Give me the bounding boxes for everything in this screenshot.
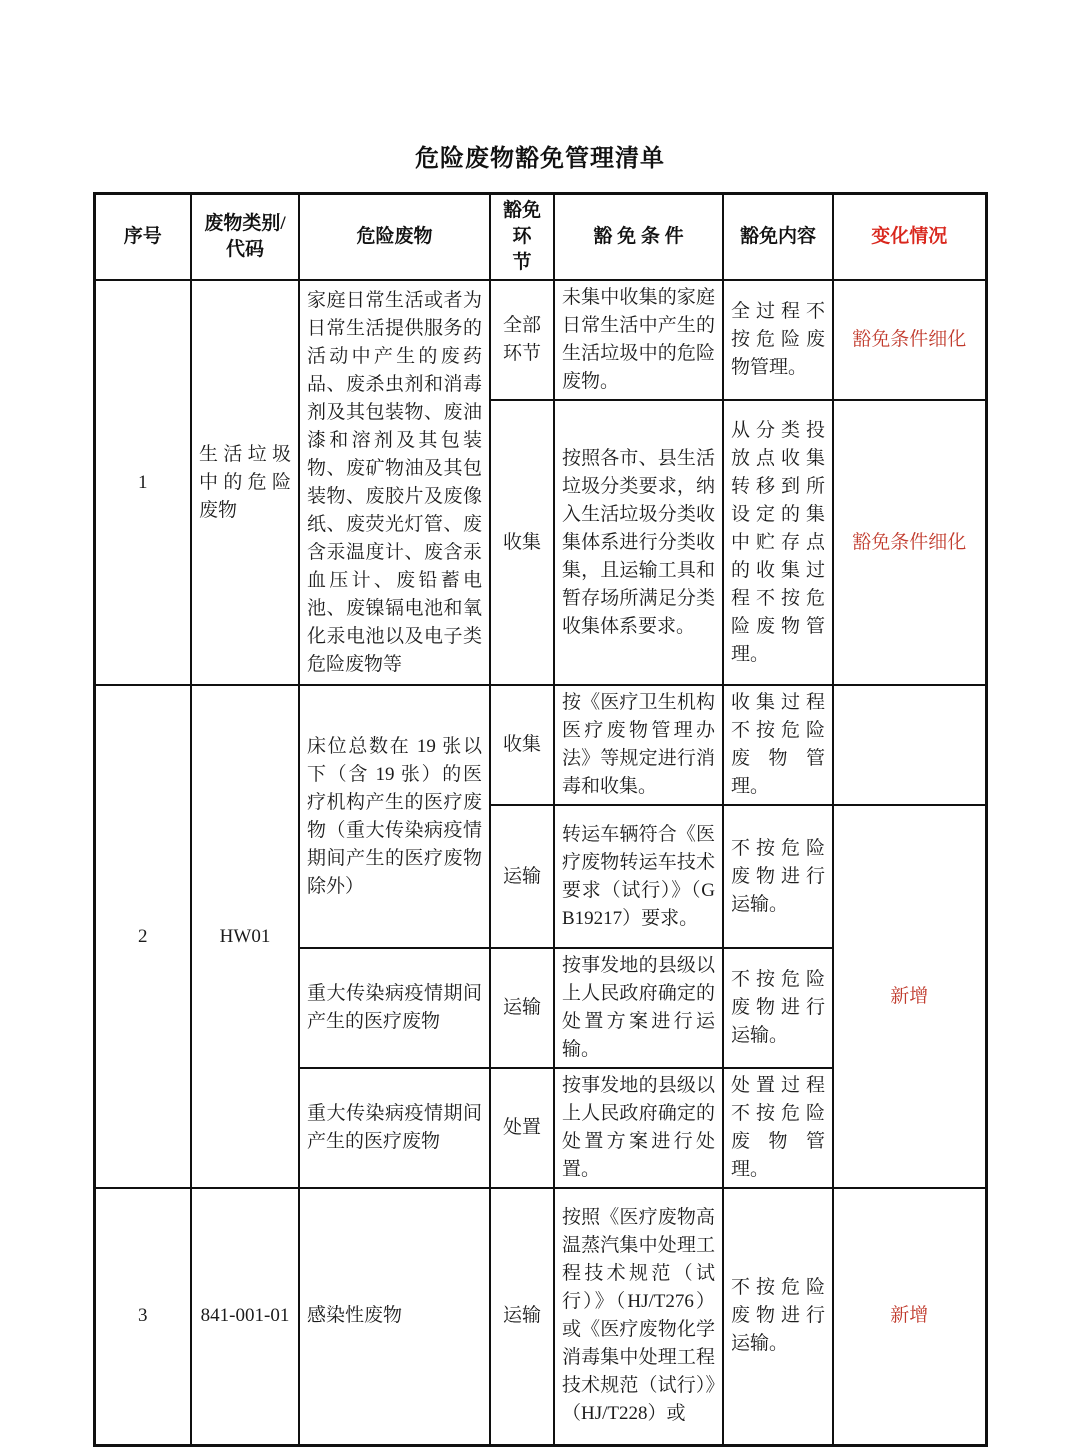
cell-index-3: 3 [94,1188,191,1445]
header-category-line2: 代码 [225,239,264,260]
cell-condition-2c: 按事发地的县级以上人民政府确定的处置方案进行运输。 [554,948,723,1068]
cell-change-2bcd: 新增 [833,805,986,1188]
cell-stage-3: 运输 [490,1188,554,1445]
cell-content-2b: 不按危险废物进行运输。 [723,805,833,948]
cell-index-1: 1 [94,280,191,685]
header-category [191,194,299,281]
cell-waste-3: 感染性废物 [299,1188,490,1445]
cell-condition-2a: 按《医疗卫生机构医疗废物管理办法》等规定进行消毒和收集。 [554,685,723,805]
cell-category-3: 841-001-01 [191,1188,299,1445]
header-change: 变化情况 [833,194,986,281]
cell-content-2d: 处置过程不按危险废物管理。 [723,1068,833,1188]
cell-change-3: 新增 [833,1188,986,1445]
cell-change-1a: 豁免条件细化 [833,280,986,400]
cell-waste-2ab: 床位总数在 19 张以下（含 19 张）的医疗机构产生的医疗废物（重大传染病疫情期间产生的医疗废物除外） [299,685,490,948]
cell-stage-1a: 全部环节 [490,280,554,400]
cell-content-3: 不按危险废物进行运输。 [723,1188,833,1445]
header-category-line1: 废物类别/ [204,213,286,234]
cell-category-1: 生活垃圾中的危险废物 [191,280,299,685]
header-waste: 危险废物 [299,194,490,281]
cell-change-2a [833,685,986,805]
table-header-row [94,194,986,281]
cell-stage-2a: 收集 [490,685,554,805]
cell-content-1a: 全过程不按危险废物管理。 [723,280,833,400]
cell-content-2a: 收集过程不按危险废物管理。 [723,685,833,805]
cell-stage-1b: 收集 [490,400,554,685]
cell-condition-2b: 转运车辆符合《医疗废物转运车技术要求（试行）》（GB19217）要求。 [554,805,723,948]
exemption-table [93,192,988,1447]
cell-stage-2b: 运输 [490,805,554,948]
cell-condition-1b: 按照各市、县生活垃圾分类要求，纳入生活垃圾分类收集体系进行分类收集，且运输工具和暂存场所满足分类收集体系要求。 [554,400,723,685]
table-row [94,685,986,805]
cell-category-2: HW01 [191,685,299,1188]
cell-waste-2d: 重大传染病疫情期间产生的医疗废物 [299,1068,490,1188]
cell-index-2: 2 [94,685,191,1188]
header-stage-line1: 豁免环 [502,200,541,247]
header-index: 序号 [94,194,191,281]
table-row [94,280,986,400]
cell-content-1b: 从分类投放点收集转移到所设定的集中贮存点的收集过程不按危险废物管理。 [723,400,833,685]
cell-stage-2d: 处置 [490,1068,554,1188]
cell-condition-1a: 未集中收集的家庭日常生活中产生的生活垃圾中的危险废物。 [554,280,723,400]
table-row [94,1188,986,1445]
cell-stage-2c: 运输 [490,948,554,1068]
header-content: 豁免内容 [723,194,833,281]
document-title: 危险废物豁免管理清单 [415,146,665,172]
cell-content-2c: 不按危险废物进行运输。 [723,948,833,1068]
header-stage [490,194,554,281]
cell-waste-1: 家庭日常生活或者为日常生活提供服务的活动中产生的废药品、废杀虫剂和消毒剂及其包装物、废油漆和溶剂及其包装物、废矿物油及其包装物、废胶片及废像纸、废荧光灯管、废含汞温度计、废含汞血压计、废铅蓄电池、废镍镉电池和氧化汞电池以及电子类危险废物等 [299,280,490,685]
cell-condition-2d: 按事发地的县级以上人民政府确定的处置方案进行处置。 [554,1068,723,1188]
header-stage-line2: 节 [512,252,532,273]
cell-condition-3: 按照《医疗废物高温蒸汽集中处理工程技术规范（试行）》（HJ/T276）或《医疗废物化学消毒集中处理工程技术规范（试行）》（HJ/T228）或 [554,1188,723,1445]
header-condition: 豁 免 条 件 [554,194,723,281]
cell-waste-2c: 重大传染病疫情期间产生的医疗废物 [299,948,490,1068]
cell-change-1b: 豁免条件细化 [833,400,986,685]
